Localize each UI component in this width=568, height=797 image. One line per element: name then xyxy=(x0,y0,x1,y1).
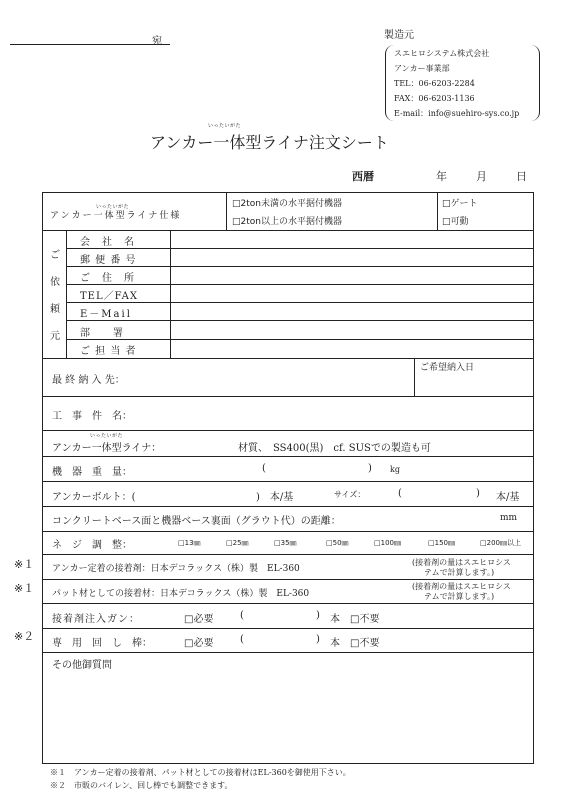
requester-side-label-4: 元 xyxy=(50,331,60,342)
adhesive1-note-line2: テムで計算します。) xyxy=(424,568,495,577)
spec-option-gate[interactable]: □ゲート xyxy=(442,199,478,209)
requester-side-label-3: 頼 xyxy=(50,304,60,315)
field-label-contact: ご 担 当 者 xyxy=(80,346,137,357)
row-divider xyxy=(42,554,534,555)
bolt-size-label: サイズ： xyxy=(334,490,366,499)
bolt-size-close: ) xyxy=(476,488,480,499)
adhesive2-label: パット材としての接着材：日本デコラックス（株）製 EL-360 xyxy=(52,589,310,599)
contact-input[interactable] xyxy=(172,340,533,357)
field-label-address: ご 住 所 xyxy=(80,273,135,284)
screw-label: ネ ジ 調 整： xyxy=(52,540,132,551)
footnote-1: ※１ アンカー定着の接着剤、パット材としての接着材はEL-360を御使用下さい。 xyxy=(50,768,351,777)
screw-option-13[interactable]: □13㎜ xyxy=(178,539,201,547)
tel-fax-input[interactable] xyxy=(172,285,533,301)
row-divider xyxy=(42,430,534,431)
gun-label: 接着剤注入ガン： xyxy=(52,614,140,625)
bar-open: ( xyxy=(240,634,244,645)
gun-open: ( xyxy=(240,610,244,621)
gun-count-unit: 本 xyxy=(330,614,340,625)
weight-open: ( xyxy=(262,463,266,474)
manufacturer-email: E-mail：info@suehiro-sys.co.jp xyxy=(394,109,520,118)
delivery-input[interactable] xyxy=(180,360,412,395)
weight-label: 機 器 重 量： xyxy=(52,467,132,478)
bar-label: 専 用 回 し 棒： xyxy=(52,638,152,649)
date-era: 西暦 xyxy=(352,170,374,183)
row-divider xyxy=(42,506,534,507)
adhesive1-mark: ※１ xyxy=(14,558,35,571)
addressee-suffix: 宛 xyxy=(152,36,162,47)
adhesive2-note-line2: テムで計算します。) xyxy=(424,592,495,601)
spec-label: アンカー一体型ライナ仕様 xyxy=(50,211,182,221)
email-input[interactable] xyxy=(172,303,533,319)
manufacturer-tel: TEL：06-6203-2284 xyxy=(394,79,475,88)
row-divider xyxy=(42,456,534,457)
bolt-label: アンカーボルト：( xyxy=(52,492,136,503)
bar-count-unit: 本 xyxy=(330,638,340,649)
other-questions-input[interactable] xyxy=(44,672,532,762)
date-day: 日 xyxy=(516,170,527,183)
bar-count-input[interactable] xyxy=(250,631,312,649)
date-year: 年 xyxy=(436,170,447,183)
bolt-size-input[interactable] xyxy=(408,485,472,503)
delivery-date-divider xyxy=(414,358,415,396)
bar-mark: ※２ xyxy=(14,630,35,643)
grout-unit: mm xyxy=(500,513,518,523)
postal-input[interactable] xyxy=(172,249,533,265)
manufacturer-company: スエヒロシステム株式会社 xyxy=(394,49,490,58)
addressee-line[interactable] xyxy=(10,44,170,45)
row-divider xyxy=(42,358,534,359)
other-label: その他御質問 xyxy=(52,660,112,671)
adhesive1-label: アンカー定着の接着剤：日本デコラックス（株）製 EL-360 xyxy=(52,564,300,574)
liner-ruby: いったいがた xyxy=(90,433,124,439)
requester-side-label-1: ご xyxy=(50,250,60,261)
row-divider xyxy=(42,652,534,653)
screw-option-150[interactable]: □150㎜ xyxy=(428,539,455,547)
title-ruby: いったいがた xyxy=(208,123,242,129)
field-label-email: E－Mail xyxy=(80,309,132,320)
bolt-size-unit: 本/基 xyxy=(496,492,520,503)
grout-label: コンクリートベース面と機器ベース裏面（グラウト代）の距離： xyxy=(52,516,341,527)
field-label-department: 部 署 xyxy=(80,328,124,339)
delivery-date-label: ご希望納入日 xyxy=(420,363,475,373)
field-label-tel-fax: TEL／FAX xyxy=(80,291,139,302)
delivery-date-input[interactable] xyxy=(416,372,532,395)
spec-divider xyxy=(226,192,227,230)
row-divider xyxy=(42,396,534,397)
weight-close: ) xyxy=(368,463,372,474)
spec-option-over-2ton[interactable]: □2ton以上の水平据付機器 xyxy=(232,217,342,227)
screw-option-100[interactable]: □100㎜ xyxy=(374,539,401,547)
gun-need-checkbox[interactable]: □必要 xyxy=(184,614,214,625)
row-divider xyxy=(42,603,534,604)
row-divider xyxy=(42,579,534,580)
page-title: アンカー一体型ライナ注文シート xyxy=(150,133,389,152)
spec-ruby: いったいがた xyxy=(96,204,130,210)
screw-option-25[interactable]: □25㎜ xyxy=(226,539,249,547)
grout-input[interactable] xyxy=(414,509,494,527)
gun-no-need-checkbox[interactable]: □不要 xyxy=(350,614,380,625)
department-input[interactable] xyxy=(172,321,533,338)
adhesive2-note-line1: (接着剤の量はスエヒロシス xyxy=(412,582,511,591)
address-input[interactable] xyxy=(172,267,533,283)
date-month: 月 xyxy=(476,170,487,183)
screw-option-50[interactable]: □50㎜ xyxy=(326,539,349,547)
field-label-postal: 郵 便 番 号 xyxy=(80,255,137,266)
footnote-2: ※２ 市販のバイレン、回し棒でも調整できます。 xyxy=(50,781,233,790)
bolt-size-open: ( xyxy=(398,488,402,499)
row-divider xyxy=(42,481,534,482)
weight-unit: kg xyxy=(390,465,400,474)
liner-material: 材質、 SS400(黒) cf. SUSでの製造も可 xyxy=(238,443,431,454)
company-input[interactable] xyxy=(172,231,533,247)
project-input[interactable] xyxy=(180,398,532,429)
manufacturer-fax: FAX：06-6203-1136 xyxy=(394,94,475,103)
bar-close: ) xyxy=(316,634,320,645)
row-divider xyxy=(42,628,534,629)
spec-divider xyxy=(437,192,438,230)
bolt-per-base: ) 本/基 xyxy=(256,492,294,503)
row-divider xyxy=(42,531,534,532)
liner-label: アンカー一体型ライナ： xyxy=(52,443,162,454)
adhesive2-mark: ※１ xyxy=(14,582,35,595)
delivery-label: 最 終 納 入 先： xyxy=(52,375,125,386)
bar-need-checkbox[interactable]: □必要 xyxy=(184,638,214,649)
adhesive1-note-line1: (接着剤の量はスエヒロシス xyxy=(412,558,511,567)
manufacturer-department: アンカー事業部 xyxy=(394,64,450,73)
requester-side-label-2: 依 xyxy=(50,277,60,288)
weight-input[interactable] xyxy=(272,460,364,478)
gun-count-input[interactable] xyxy=(250,607,312,625)
screw-option-35[interactable]: □35㎜ xyxy=(274,539,297,547)
bolt-count-input[interactable] xyxy=(192,485,252,503)
screw-option-200-plus[interactable]: □200㎜以上 xyxy=(480,539,521,547)
field-label-company: 会 社 名 xyxy=(80,237,135,248)
spec-option-under-2ton[interactable]: □2ton未満の水平据付機器 xyxy=(232,199,342,209)
spec-option-movable[interactable]: □可動 xyxy=(442,217,469,227)
manufacturer-label: 製造元 xyxy=(384,30,414,41)
bar-no-need-checkbox[interactable]: □不要 xyxy=(350,638,380,649)
project-label: 工 事 件 名： xyxy=(52,411,132,422)
gun-close: ) xyxy=(316,610,320,621)
